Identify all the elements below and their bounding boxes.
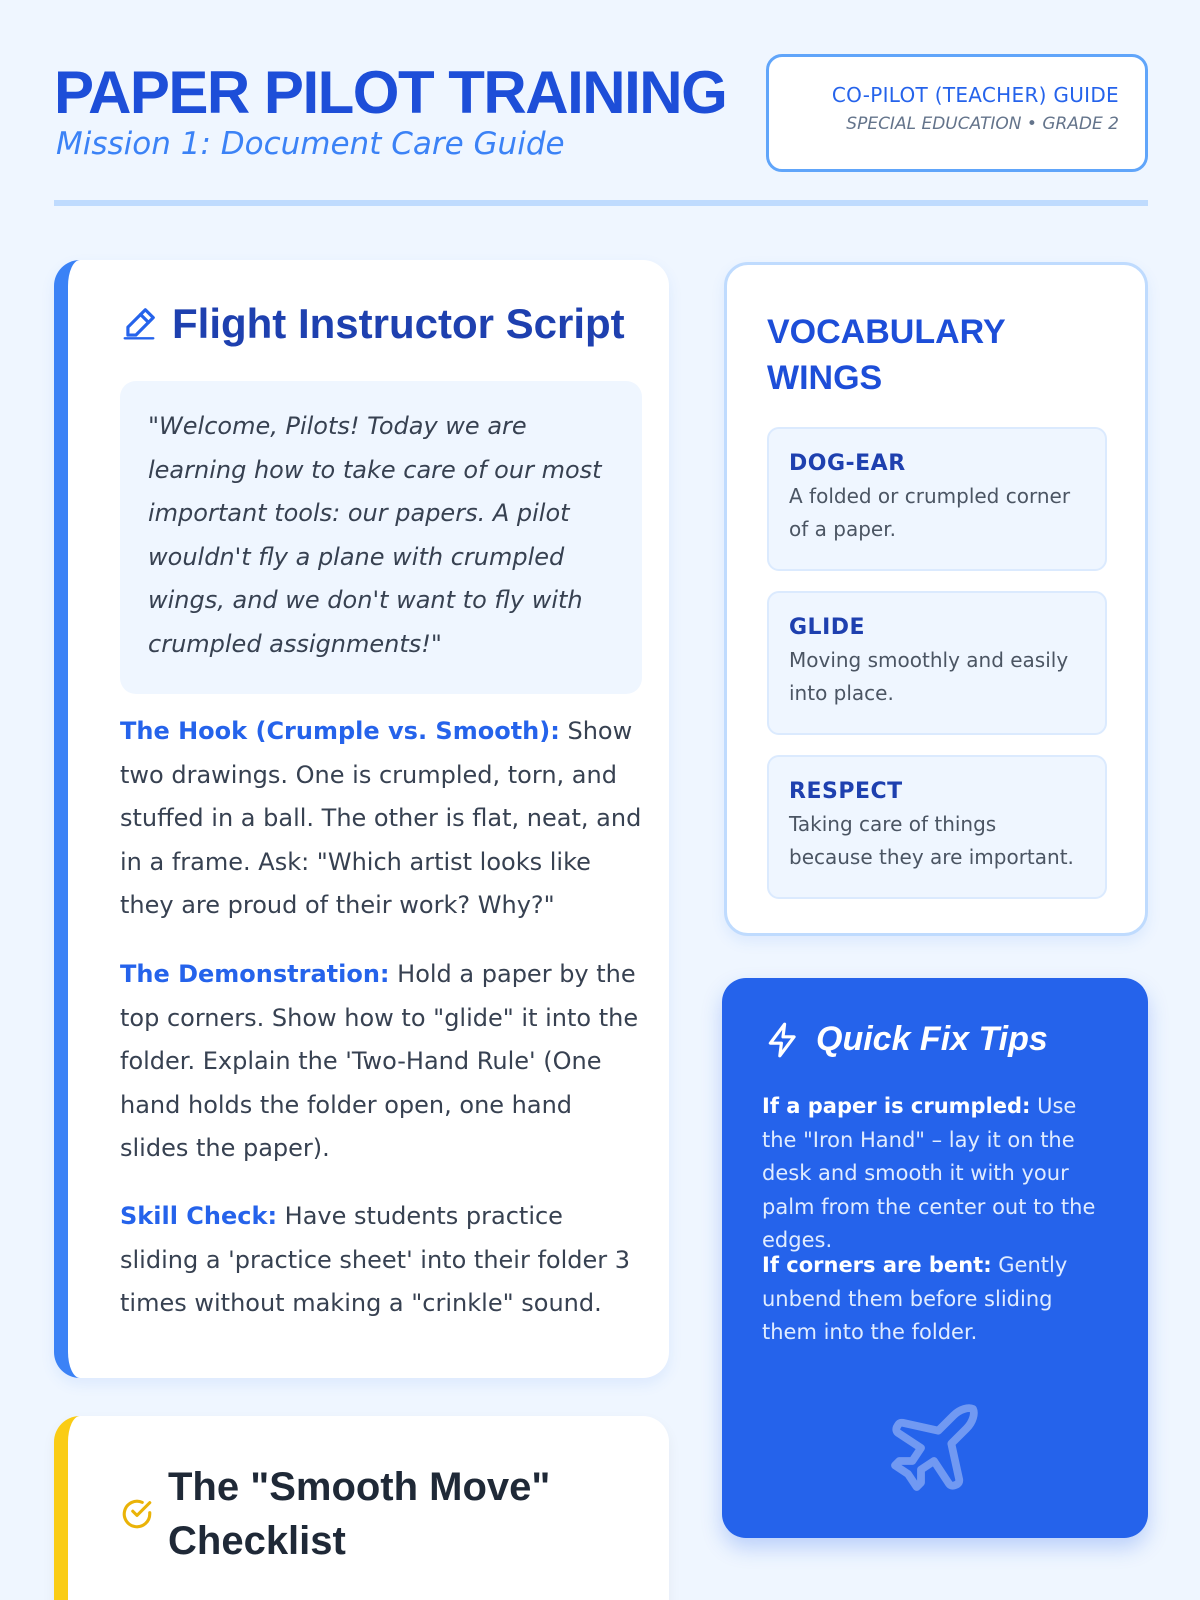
tip-item xyxy=(762,1090,1112,1258)
instructor-quote: "Welcome, Pilots! Today we are learning how to take care of our most important tools: our papers. A pilot wouldn't fly a plane with crumpled wings, and we don't want to fly with crumpled assignments!" xyxy=(120,381,642,694)
script-section-demonstration xyxy=(120,953,646,1171)
flight-instructor-script-card xyxy=(54,260,669,1378)
vocab-term-definition: Taking care of things because they are important. xyxy=(789,812,1074,869)
tip-label: If corners are bent: xyxy=(762,1253,992,1277)
vocab-term xyxy=(767,755,1107,899)
vocab-term xyxy=(767,427,1107,571)
script-heading xyxy=(120,300,625,348)
vocab-term-name: RESPECT xyxy=(789,779,903,804)
tips-heading xyxy=(764,1020,1048,1059)
script-section-hook xyxy=(120,710,646,928)
guide-badge-title: CO-PILOT (TEACHER) GUIDE xyxy=(831,83,1119,107)
checklist-heading xyxy=(120,1460,588,1568)
script-section-skill-check xyxy=(120,1195,646,1326)
section-text: Have students practice sliding a 'practice sheet' into their folder 3 times without making a "crinkle" sound. xyxy=(120,1202,631,1317)
tip-label: If a paper is crumpled: xyxy=(762,1094,1031,1118)
quick-fix-tips-card xyxy=(722,978,1148,1538)
vocab-term-definition: Moving smoothly and easily into place. xyxy=(789,648,1069,705)
vocab-term-name: GLIDE xyxy=(789,615,866,640)
check-circle-icon xyxy=(120,1497,154,1531)
page-title: PAPER PILOT TRAINING xyxy=(54,59,727,126)
section-text: Show two drawings. One is crumpled, torn, and stuffed in a ball. The other is flat, neat, and in a frame. Ask: "Which artist looks like they are proud of their work? Why?" xyxy=(120,717,642,919)
checklist-heading-text: The "Smooth Move" Checklist xyxy=(168,1465,551,1563)
pen-icon xyxy=(120,305,158,343)
guide-badge-subtitle: SPECIAL EDUCATION • GRADE 2 xyxy=(846,114,1119,134)
section-text: Hold a paper by the top corners. Show how to "glide" it into the folder. Explain the 'Two-Hand Rule' (One hand holds the folder open, one hand slides the paper). xyxy=(120,960,639,1162)
section-label: Skill Check: xyxy=(120,1202,278,1230)
smooth-move-checklist-card xyxy=(54,1416,669,1600)
section-label: The Demonstration: xyxy=(120,960,390,988)
page-subtitle: Mission 1: Document Care Guide xyxy=(56,126,565,162)
section-label: The Hook (Crumple vs. Smooth): xyxy=(120,717,560,745)
tip-text: Use the "Iron Hand" – lay it on the desk and smooth it with your palm from the center out to the edges. xyxy=(762,1094,1096,1252)
tip-text: Gently unbend them before sliding them into the folder. xyxy=(762,1253,1068,1344)
airplane-icon xyxy=(882,1396,986,1500)
tip-item xyxy=(762,1249,1112,1350)
lightning-icon xyxy=(764,1021,802,1059)
vocab-term-name: DOG-EAR xyxy=(789,451,906,476)
script-heading-text: Flight Instructor Script xyxy=(172,300,625,347)
vocabulary-card xyxy=(724,262,1148,936)
vocab-term-definition: A folded or crumpled corner of a paper. xyxy=(789,484,1071,541)
teacher-guide-badge xyxy=(766,54,1148,172)
page-header xyxy=(54,52,1148,206)
vocabulary-title: VOCABULARY WINGS xyxy=(767,313,1006,397)
tips-heading-text: Quick Fix Tips xyxy=(816,1020,1048,1058)
vocab-term xyxy=(767,591,1107,735)
